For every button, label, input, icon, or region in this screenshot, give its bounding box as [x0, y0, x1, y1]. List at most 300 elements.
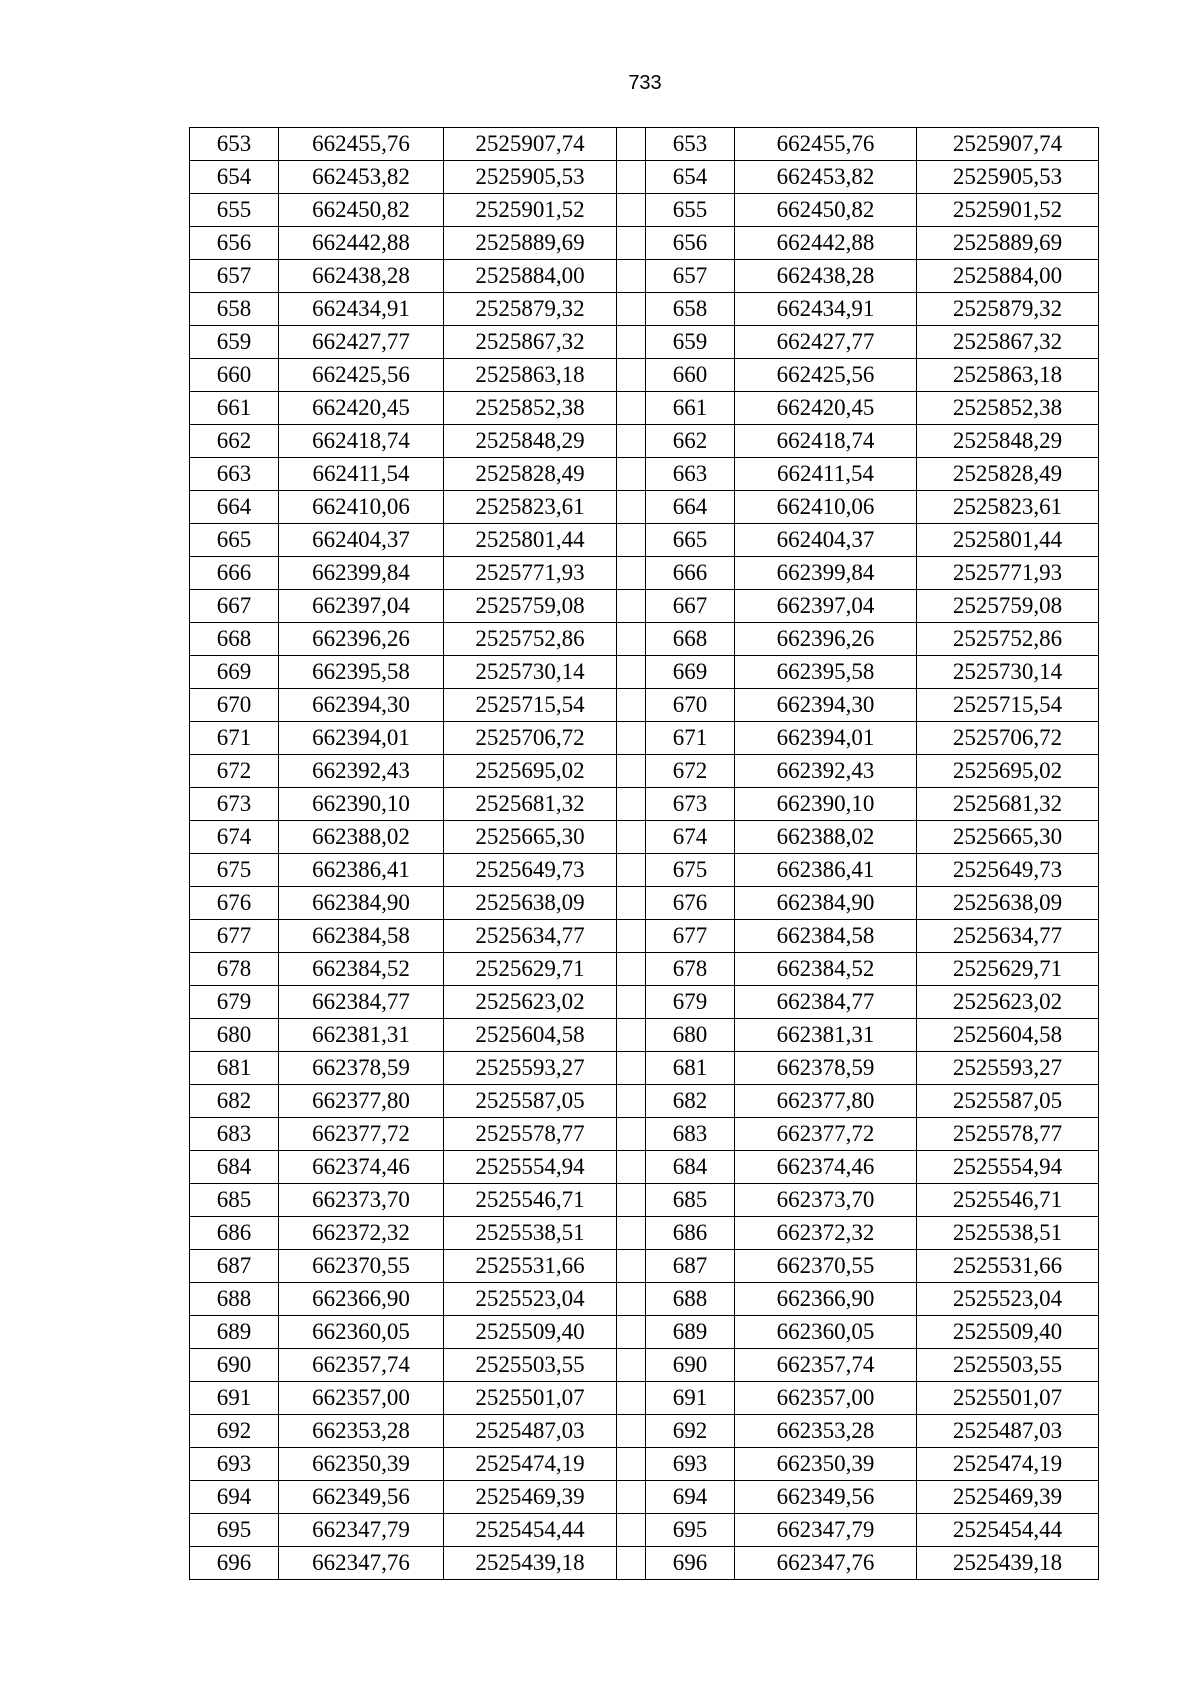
table-row	[190, 1415, 1099, 1448]
x-coordinate-right-cell: 662404,37	[735, 524, 917, 557]
x-coordinate-left-cell: 662386,41	[279, 854, 444, 887]
point-number-right-cell: 677	[646, 920, 735, 953]
spacer-cell	[617, 1349, 646, 1382]
y-coordinate-left-cell: 2525503,55	[444, 1349, 617, 1382]
y-coordinate-left-cell: 2525649,73	[444, 854, 617, 887]
y-coordinate-left-cell: 2525706,72	[444, 722, 617, 755]
x-coordinate-left-cell: 662384,58	[279, 920, 444, 953]
y-coordinate-right-cell: 2525801,44	[917, 524, 1099, 557]
y-coordinate-right-cell: 2525907,74	[917, 128, 1099, 161]
table-row	[190, 293, 1099, 326]
x-coordinate-right-cell: 662394,30	[735, 689, 917, 722]
point-number-right-cell: 689	[646, 1316, 735, 1349]
y-coordinate-right-cell: 2525604,58	[917, 1019, 1099, 1052]
point-number-left-cell: 674	[190, 821, 279, 854]
y-coordinate-right-cell: 2525889,69	[917, 227, 1099, 260]
spacer-cell	[617, 788, 646, 821]
spacer-cell	[617, 1415, 646, 1448]
x-coordinate-right-cell: 662392,43	[735, 755, 917, 788]
y-coordinate-left-cell: 2525828,49	[444, 458, 617, 491]
table-row	[190, 821, 1099, 854]
table-row	[190, 689, 1099, 722]
x-coordinate-right-cell: 662381,31	[735, 1019, 917, 1052]
x-coordinate-left-cell: 662453,82	[279, 161, 444, 194]
x-coordinate-left-cell: 662434,91	[279, 293, 444, 326]
spacer-cell	[617, 1184, 646, 1217]
x-coordinate-left-cell: 662360,05	[279, 1316, 444, 1349]
point-number-left-cell: 694	[190, 1481, 279, 1514]
y-coordinate-left-cell: 2525863,18	[444, 359, 617, 392]
point-number-right-cell: 653	[646, 128, 735, 161]
point-number-right-cell: 663	[646, 458, 735, 491]
x-coordinate-right-cell: 662353,28	[735, 1415, 917, 1448]
spacer-cell	[617, 1514, 646, 1547]
x-coordinate-right-cell: 662397,04	[735, 590, 917, 623]
x-coordinate-right-cell: 662411,54	[735, 458, 917, 491]
x-coordinate-left-cell: 662394,30	[279, 689, 444, 722]
point-number-left-cell: 690	[190, 1349, 279, 1382]
spacer-cell	[617, 293, 646, 326]
y-coordinate-right-cell: 2525706,72	[917, 722, 1099, 755]
x-coordinate-right-cell: 662373,70	[735, 1184, 917, 1217]
spacer-cell	[617, 1151, 646, 1184]
y-coordinate-left-cell: 2525623,02	[444, 986, 617, 1019]
point-number-right-cell: 654	[646, 161, 735, 194]
y-coordinate-right-cell: 2525509,40	[917, 1316, 1099, 1349]
table-row	[190, 1448, 1099, 1481]
point-number-right-cell: 655	[646, 194, 735, 227]
point-number-left-cell: 658	[190, 293, 279, 326]
table-row	[190, 1349, 1099, 1382]
point-number-left-cell: 688	[190, 1283, 279, 1316]
table-row	[190, 953, 1099, 986]
point-number-right-cell: 684	[646, 1151, 735, 1184]
x-coordinate-right-cell: 662390,10	[735, 788, 917, 821]
spacer-cell	[617, 953, 646, 986]
y-coordinate-right-cell: 2525823,61	[917, 491, 1099, 524]
y-coordinate-right-cell: 2525623,02	[917, 986, 1099, 1019]
table-row	[190, 458, 1099, 491]
table-row	[190, 1052, 1099, 1085]
point-number-right-cell: 693	[646, 1448, 735, 1481]
spacer-cell	[617, 1250, 646, 1283]
x-coordinate-right-cell: 662372,32	[735, 1217, 917, 1250]
x-coordinate-right-cell: 662425,56	[735, 359, 917, 392]
point-number-right-cell: 664	[646, 491, 735, 524]
point-number-left-cell: 691	[190, 1382, 279, 1415]
spacer-cell	[617, 656, 646, 689]
y-coordinate-right-cell: 2525454,44	[917, 1514, 1099, 1547]
point-number-left-cell: 664	[190, 491, 279, 524]
point-number-right-cell: 657	[646, 260, 735, 293]
point-number-right-cell: 691	[646, 1382, 735, 1415]
table-row	[190, 425, 1099, 458]
spacer-cell	[617, 1481, 646, 1514]
point-number-left-cell: 673	[190, 788, 279, 821]
spacer-cell	[617, 1448, 646, 1481]
y-coordinate-left-cell: 2525509,40	[444, 1316, 617, 1349]
y-coordinate-right-cell: 2525503,55	[917, 1349, 1099, 1382]
x-coordinate-left-cell: 662404,37	[279, 524, 444, 557]
x-coordinate-right-cell: 662442,88	[735, 227, 917, 260]
x-coordinate-left-cell: 662384,52	[279, 953, 444, 986]
point-number-left-cell: 696	[190, 1547, 279, 1580]
point-number-right-cell: 675	[646, 854, 735, 887]
x-coordinate-left-cell: 662442,88	[279, 227, 444, 260]
table-row	[190, 1085, 1099, 1118]
table-row	[190, 755, 1099, 788]
y-coordinate-left-cell: 2525474,19	[444, 1448, 617, 1481]
table-row	[190, 1547, 1099, 1580]
table-row	[190, 887, 1099, 920]
point-number-right-cell: 656	[646, 227, 735, 260]
x-coordinate-right-cell: 662386,41	[735, 854, 917, 887]
spacer-cell	[617, 1118, 646, 1151]
y-coordinate-left-cell: 2525759,08	[444, 590, 617, 623]
point-number-right-cell: 658	[646, 293, 735, 326]
y-coordinate-left-cell: 2525695,02	[444, 755, 617, 788]
spacer-cell	[617, 425, 646, 458]
point-number-left-cell: 667	[190, 590, 279, 623]
point-number-right-cell: 696	[646, 1547, 735, 1580]
point-number-right-cell: 668	[646, 623, 735, 656]
point-number-left-cell: 684	[190, 1151, 279, 1184]
x-coordinate-left-cell: 662373,70	[279, 1184, 444, 1217]
point-number-left-cell: 661	[190, 392, 279, 425]
y-coordinate-right-cell: 2525501,07	[917, 1382, 1099, 1415]
x-coordinate-right-cell: 662453,82	[735, 161, 917, 194]
point-number-left-cell: 689	[190, 1316, 279, 1349]
x-coordinate-right-cell: 662350,39	[735, 1448, 917, 1481]
point-number-right-cell: 678	[646, 953, 735, 986]
y-coordinate-left-cell: 2525604,58	[444, 1019, 617, 1052]
x-coordinate-right-cell: 662357,00	[735, 1382, 917, 1415]
point-number-left-cell: 693	[190, 1448, 279, 1481]
point-number-left-cell: 669	[190, 656, 279, 689]
x-coordinate-right-cell: 662420,45	[735, 392, 917, 425]
point-number-left-cell: 675	[190, 854, 279, 887]
spacer-cell	[617, 887, 646, 920]
y-coordinate-right-cell: 2525695,02	[917, 755, 1099, 788]
y-coordinate-right-cell: 2525771,93	[917, 557, 1099, 590]
x-coordinate-right-cell: 662377,72	[735, 1118, 917, 1151]
point-number-right-cell: 683	[646, 1118, 735, 1151]
point-number-left-cell: 687	[190, 1250, 279, 1283]
x-coordinate-right-cell: 662410,06	[735, 491, 917, 524]
x-coordinate-right-cell: 662396,26	[735, 623, 917, 656]
point-number-left-cell: 683	[190, 1118, 279, 1151]
x-coordinate-left-cell: 662381,31	[279, 1019, 444, 1052]
spacer-cell	[617, 755, 646, 788]
y-coordinate-right-cell: 2525867,32	[917, 326, 1099, 359]
x-coordinate-right-cell: 662377,80	[735, 1085, 917, 1118]
spacer-cell	[617, 689, 646, 722]
table-row	[190, 1019, 1099, 1052]
point-number-right-cell: 686	[646, 1217, 735, 1250]
point-number-left-cell: 654	[190, 161, 279, 194]
spacer-cell	[617, 392, 646, 425]
spacer-cell	[617, 1283, 646, 1316]
x-coordinate-left-cell: 662372,32	[279, 1217, 444, 1250]
x-coordinate-right-cell: 662418,74	[735, 425, 917, 458]
table-row	[190, 359, 1099, 392]
y-coordinate-right-cell: 2525638,09	[917, 887, 1099, 920]
y-coordinate-left-cell: 2525681,32	[444, 788, 617, 821]
coordinates-table-body	[190, 128, 1099, 1580]
y-coordinate-left-cell: 2525587,05	[444, 1085, 617, 1118]
point-number-left-cell: 676	[190, 887, 279, 920]
y-coordinate-left-cell: 2525531,66	[444, 1250, 617, 1283]
point-number-right-cell: 671	[646, 722, 735, 755]
point-number-right-cell: 669	[646, 656, 735, 689]
point-number-left-cell: 653	[190, 128, 279, 161]
point-number-left-cell: 659	[190, 326, 279, 359]
point-number-left-cell: 685	[190, 1184, 279, 1217]
point-number-right-cell: 662	[646, 425, 735, 458]
y-coordinate-left-cell: 2525638,09	[444, 887, 617, 920]
x-coordinate-left-cell: 662425,56	[279, 359, 444, 392]
table-row	[190, 1316, 1099, 1349]
table-row	[190, 1184, 1099, 1217]
point-number-right-cell: 685	[646, 1184, 735, 1217]
table-row	[190, 524, 1099, 557]
point-number-left-cell: 657	[190, 260, 279, 293]
y-coordinate-left-cell: 2525884,00	[444, 260, 617, 293]
y-coordinate-left-cell: 2525848,29	[444, 425, 617, 458]
spacer-cell	[617, 491, 646, 524]
y-coordinate-left-cell: 2525730,14	[444, 656, 617, 689]
x-coordinate-left-cell: 662357,00	[279, 1382, 444, 1415]
spacer-cell	[617, 1316, 646, 1349]
point-number-left-cell: 680	[190, 1019, 279, 1052]
x-coordinate-left-cell: 662374,46	[279, 1151, 444, 1184]
x-coordinate-right-cell: 662360,05	[735, 1316, 917, 1349]
table-row	[190, 656, 1099, 689]
x-coordinate-right-cell: 662434,91	[735, 293, 917, 326]
x-coordinate-right-cell: 662455,76	[735, 128, 917, 161]
x-coordinate-left-cell: 662347,76	[279, 1547, 444, 1580]
y-coordinate-right-cell: 2525828,49	[917, 458, 1099, 491]
table-row	[190, 1118, 1099, 1151]
x-coordinate-right-cell: 662450,82	[735, 194, 917, 227]
point-number-left-cell: 677	[190, 920, 279, 953]
x-coordinate-left-cell: 662378,59	[279, 1052, 444, 1085]
table-row	[190, 260, 1099, 293]
point-number-right-cell: 682	[646, 1085, 735, 1118]
point-number-left-cell: 666	[190, 557, 279, 590]
table-row	[190, 788, 1099, 821]
x-coordinate-left-cell: 662399,84	[279, 557, 444, 590]
spacer-cell	[617, 359, 646, 392]
y-coordinate-left-cell: 2525771,93	[444, 557, 617, 590]
point-number-right-cell: 688	[646, 1283, 735, 1316]
y-coordinate-right-cell: 2525531,66	[917, 1250, 1099, 1283]
y-coordinate-left-cell: 2525546,71	[444, 1184, 617, 1217]
y-coordinate-left-cell: 2525439,18	[444, 1547, 617, 1580]
y-coordinate-left-cell: 2525715,54	[444, 689, 617, 722]
x-coordinate-right-cell: 662370,55	[735, 1250, 917, 1283]
y-coordinate-left-cell: 2525665,30	[444, 821, 617, 854]
point-number-left-cell: 678	[190, 953, 279, 986]
point-number-left-cell: 671	[190, 722, 279, 755]
x-coordinate-left-cell: 662350,39	[279, 1448, 444, 1481]
y-coordinate-right-cell: 2525730,14	[917, 656, 1099, 689]
x-coordinate-right-cell: 662399,84	[735, 557, 917, 590]
spacer-cell	[617, 1085, 646, 1118]
y-coordinate-left-cell: 2525538,51	[444, 1217, 617, 1250]
table-row	[190, 326, 1099, 359]
spacer-cell	[617, 161, 646, 194]
point-number-left-cell: 679	[190, 986, 279, 1019]
y-coordinate-left-cell: 2525487,03	[444, 1415, 617, 1448]
x-coordinate-right-cell: 662374,46	[735, 1151, 917, 1184]
x-coordinate-left-cell: 662392,43	[279, 755, 444, 788]
table-row	[190, 1217, 1099, 1250]
point-number-right-cell: 672	[646, 755, 735, 788]
y-coordinate-right-cell: 2525474,19	[917, 1448, 1099, 1481]
y-coordinate-right-cell: 2525759,08	[917, 590, 1099, 623]
page-number: 733	[628, 72, 662, 94]
y-coordinate-left-cell: 2525554,94	[444, 1151, 617, 1184]
point-number-left-cell: 686	[190, 1217, 279, 1250]
y-coordinate-right-cell: 2525469,39	[917, 1481, 1099, 1514]
point-number-right-cell: 694	[646, 1481, 735, 1514]
x-coordinate-left-cell: 662353,28	[279, 1415, 444, 1448]
y-coordinate-right-cell: 2525852,38	[917, 392, 1099, 425]
table-row	[190, 854, 1099, 887]
y-coordinate-left-cell: 2525634,77	[444, 920, 617, 953]
y-coordinate-right-cell: 2525752,86	[917, 623, 1099, 656]
point-number-left-cell: 665	[190, 524, 279, 557]
y-coordinate-left-cell: 2525905,53	[444, 161, 617, 194]
x-coordinate-right-cell: 662384,52	[735, 953, 917, 986]
x-coordinate-left-cell: 662384,90	[279, 887, 444, 920]
spacer-cell	[617, 326, 646, 359]
table-row	[190, 557, 1099, 590]
spacer-cell	[617, 590, 646, 623]
y-coordinate-right-cell: 2525649,73	[917, 854, 1099, 887]
x-coordinate-left-cell: 662390,10	[279, 788, 444, 821]
table-row	[190, 1151, 1099, 1184]
point-number-left-cell: 660	[190, 359, 279, 392]
y-coordinate-left-cell: 2525907,74	[444, 128, 617, 161]
y-coordinate-left-cell: 2525593,27	[444, 1052, 617, 1085]
x-coordinate-left-cell: 662394,01	[279, 722, 444, 755]
y-coordinate-left-cell: 2525801,44	[444, 524, 617, 557]
y-coordinate-right-cell: 2525879,32	[917, 293, 1099, 326]
y-coordinate-left-cell: 2525852,38	[444, 392, 617, 425]
y-coordinate-left-cell: 2525879,32	[444, 293, 617, 326]
spacer-cell	[617, 524, 646, 557]
x-coordinate-left-cell: 662357,74	[279, 1349, 444, 1382]
table-row	[190, 392, 1099, 425]
point-number-left-cell: 662	[190, 425, 279, 458]
x-coordinate-left-cell: 662377,72	[279, 1118, 444, 1151]
x-coordinate-left-cell: 662420,45	[279, 392, 444, 425]
table-row	[190, 1382, 1099, 1415]
x-coordinate-left-cell: 662395,58	[279, 656, 444, 689]
table-row	[190, 986, 1099, 1019]
x-coordinate-left-cell: 662349,56	[279, 1481, 444, 1514]
table-row	[190, 194, 1099, 227]
point-number-right-cell: 690	[646, 1349, 735, 1382]
x-coordinate-left-cell: 662377,80	[279, 1085, 444, 1118]
x-coordinate-left-cell: 662418,74	[279, 425, 444, 458]
y-coordinate-right-cell: 2525629,71	[917, 953, 1099, 986]
y-coordinate-right-cell: 2525538,51	[917, 1217, 1099, 1250]
table-row	[190, 722, 1099, 755]
y-coordinate-right-cell: 2525593,27	[917, 1052, 1099, 1085]
point-number-left-cell: 682	[190, 1085, 279, 1118]
x-coordinate-right-cell: 662395,58	[735, 656, 917, 689]
x-coordinate-right-cell: 662394,01	[735, 722, 917, 755]
point-number-left-cell: 692	[190, 1415, 279, 1448]
y-coordinate-left-cell: 2525889,69	[444, 227, 617, 260]
x-coordinate-right-cell: 662438,28	[735, 260, 917, 293]
x-coordinate-left-cell: 662397,04	[279, 590, 444, 623]
y-coordinate-right-cell: 2525546,71	[917, 1184, 1099, 1217]
x-coordinate-right-cell: 662388,02	[735, 821, 917, 854]
point-number-right-cell: 676	[646, 887, 735, 920]
spacer-cell	[617, 557, 646, 590]
y-coordinate-left-cell: 2525823,61	[444, 491, 617, 524]
point-number-left-cell: 672	[190, 755, 279, 788]
y-coordinate-right-cell: 2525578,77	[917, 1118, 1099, 1151]
point-number-left-cell: 656	[190, 227, 279, 260]
x-coordinate-left-cell: 662438,28	[279, 260, 444, 293]
y-coordinate-right-cell: 2525554,94	[917, 1151, 1099, 1184]
y-coordinate-left-cell: 2525501,07	[444, 1382, 617, 1415]
point-number-left-cell: 670	[190, 689, 279, 722]
y-coordinate-left-cell: 2525523,04	[444, 1283, 617, 1316]
point-number-right-cell: 660	[646, 359, 735, 392]
table-row	[190, 1283, 1099, 1316]
point-number-left-cell: 668	[190, 623, 279, 656]
table-row	[190, 161, 1099, 194]
point-number-left-cell: 681	[190, 1052, 279, 1085]
table-row	[190, 590, 1099, 623]
spacer-cell	[617, 623, 646, 656]
x-coordinate-left-cell: 662388,02	[279, 821, 444, 854]
y-coordinate-right-cell: 2525487,03	[917, 1415, 1099, 1448]
table-row	[190, 623, 1099, 656]
x-coordinate-left-cell: 662427,77	[279, 326, 444, 359]
x-coordinate-left-cell: 662370,55	[279, 1250, 444, 1283]
spacer-cell	[617, 854, 646, 887]
x-coordinate-left-cell: 662410,06	[279, 491, 444, 524]
point-number-right-cell: 670	[646, 689, 735, 722]
spacer-cell	[617, 986, 646, 1019]
y-coordinate-left-cell: 2525752,86	[444, 623, 617, 656]
x-coordinate-right-cell: 662347,79	[735, 1514, 917, 1547]
spacer-cell	[617, 1382, 646, 1415]
x-coordinate-left-cell: 662396,26	[279, 623, 444, 656]
x-coordinate-left-cell: 662347,79	[279, 1514, 444, 1547]
spacer-cell	[617, 227, 646, 260]
y-coordinate-right-cell: 2525523,04	[917, 1283, 1099, 1316]
point-number-right-cell: 695	[646, 1514, 735, 1547]
x-coordinate-left-cell: 662450,82	[279, 194, 444, 227]
x-coordinate-left-cell: 662411,54	[279, 458, 444, 491]
table-row	[190, 128, 1099, 161]
spacer-cell	[617, 821, 646, 854]
y-coordinate-left-cell: 2525901,52	[444, 194, 617, 227]
y-coordinate-right-cell: 2525681,32	[917, 788, 1099, 821]
x-coordinate-left-cell: 662455,76	[279, 128, 444, 161]
coordinates-table	[189, 127, 1099, 1580]
y-coordinate-right-cell: 2525884,00	[917, 260, 1099, 293]
y-coordinate-left-cell: 2525469,39	[444, 1481, 617, 1514]
